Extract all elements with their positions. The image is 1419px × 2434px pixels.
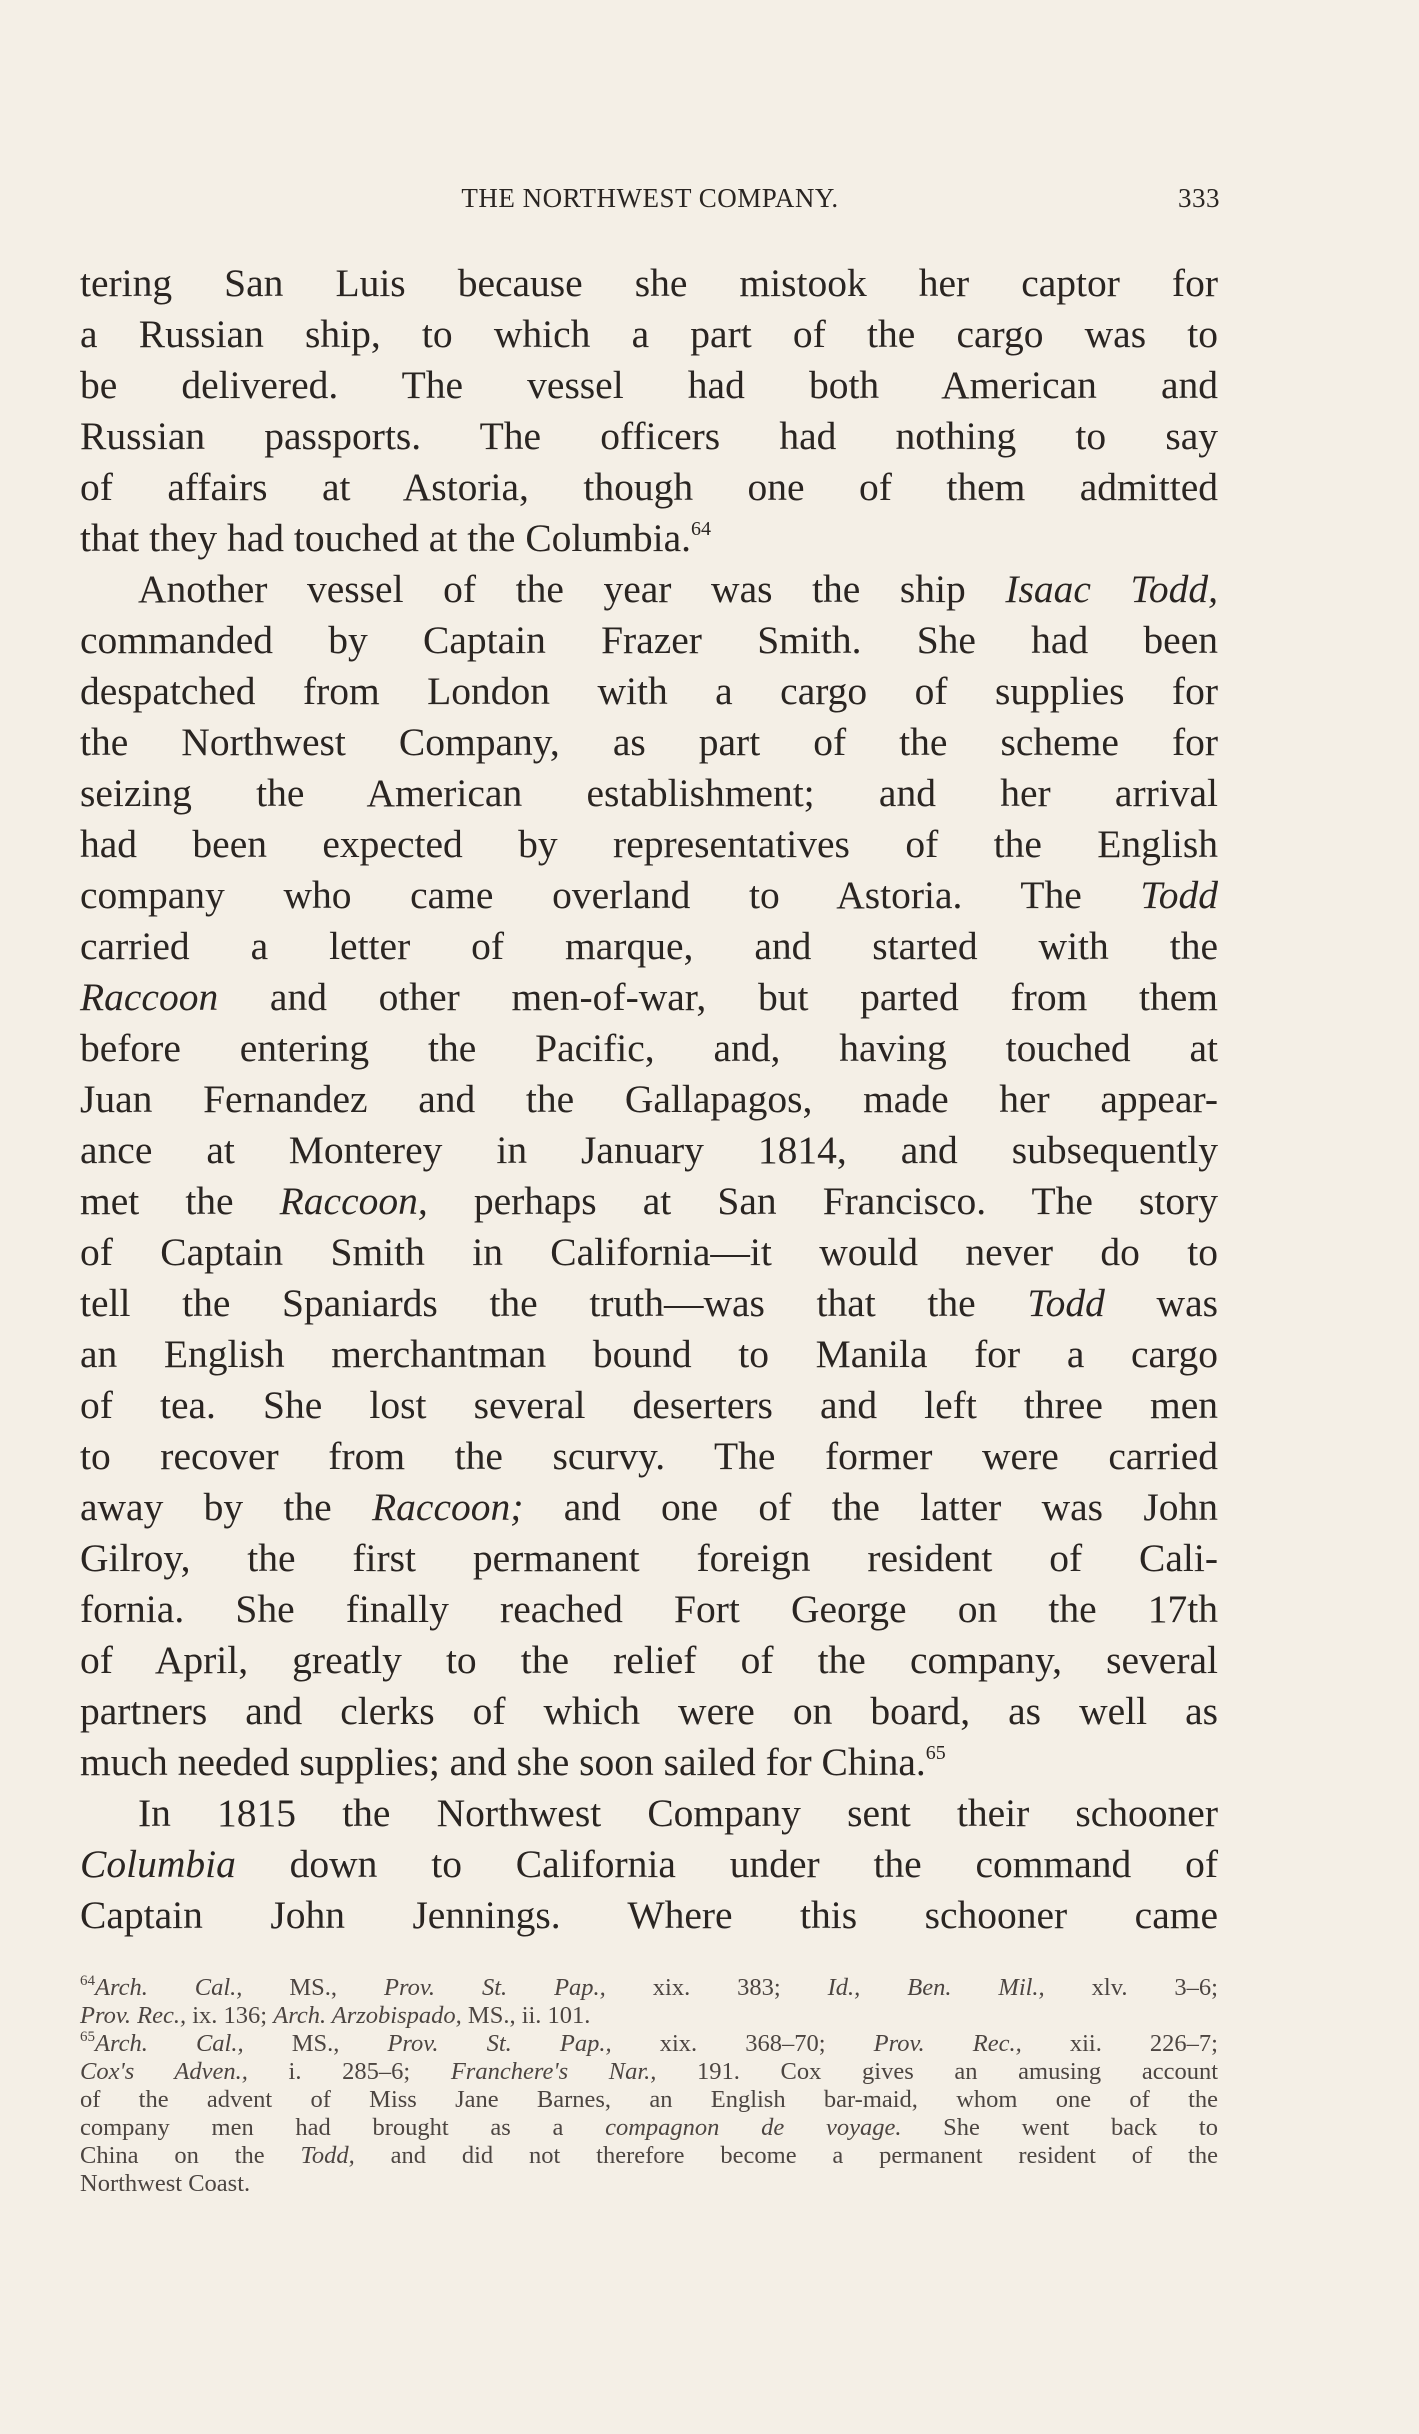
text-line: an English merchantman bound to Manila for a cargo <box>80 1332 1218 1376</box>
ship-name: Todd <box>1027 1281 1105 1325</box>
text-line: before entering the Pacific, and, having touched at <box>80 1026 1218 1070</box>
text-line: be delivered. The vessel had both American and <box>80 363 1218 407</box>
text-line: carried a letter of marque, and started with the <box>80 924 1218 968</box>
text-line: away by the Raccoon; and one of the latter was John <box>80 1485 1218 1529</box>
ship-name: Raccoon <box>80 975 219 1019</box>
text-line: to recover from the scurvy. The former were carried <box>80 1434 1218 1478</box>
footnote-marker: 65 <box>80 2029 95 2045</box>
text-line: partners and clerks of which were on board, as well as <box>80 1689 1218 1733</box>
running-head <box>80 183 1220 219</box>
footnote-ref-65: 65 <box>925 1742 946 1764</box>
text-line: company who came overland to Astoria. The Todd <box>80 873 1218 917</box>
text-line: despatched from London with a cargo of supplies for <box>80 669 1218 713</box>
ship-name: Todd <box>1140 873 1218 917</box>
text-line: In 1815 the Northwest Company sent their schooner <box>138 1791 1218 1835</box>
footnote-line: China on the Todd, and did not therefore become a permanent resident of the <box>80 2142 1218 2169</box>
text-line: tell the Spaniards the truth—was that the Todd was <box>80 1281 1218 1325</box>
footnote-ref-64: 64 <box>691 518 711 540</box>
text-line: Columbia down to California under the command of <box>80 1842 1218 1886</box>
ship-name: Raccoon; <box>372 1485 524 1529</box>
text-line: the Northwest Company, as part of the scheme for <box>80 720 1218 764</box>
page-number: 333 <box>1178 183 1220 213</box>
text-line: of April, greatly to the relief of the company, several <box>80 1638 1218 1682</box>
text-line: that they had touched at the Columbia.$^{64}$ <box>80 516 711 560</box>
text-line: ance at Monterey in January 1814, and subsequently <box>80 1128 1218 1172</box>
text-line: had been expected by representatives of the English <box>80 822 1218 866</box>
ship-name: Raccoon, <box>279 1179 428 1223</box>
text-line: much needed supplies; and she soon sailed for China.$^{65}$ <box>80 1740 946 1784</box>
text-line: seizing the American establishment; and her arrival <box>80 771 1218 815</box>
text-line: of tea. She lost several deserters and left three men <box>80 1383 1218 1427</box>
footnote-65: $^{65}$Arch. Cal., MS., Prov. St. Pap., xix. 368–70; Prov. Rec., xii. 226–7; <box>80 2029 1218 2057</box>
footnote-line: Prov. Rec., ix. 136; Arch. Arzobispado, MS., ii. 101. <box>80 2002 591 2029</box>
body-text <box>80 258 1218 1941</box>
text-line: met the Raccoon, perhaps at San Francisco. The story <box>80 1179 1218 1223</box>
text-line: Russian passports. The officers had nothing to say <box>80 414 1218 458</box>
text-line: Raccoon and other men-of-war, but parted from them <box>80 975 1218 1019</box>
footnote-64: $^{64}$Arch. Cal., MS., Prov. St. Pap., xix. 383; Id., Ben. Mil., xlv. 3–6; <box>80 1973 1218 2001</box>
footnote-marker: 64 <box>80 1973 95 1989</box>
text-line: Another vessel of the year was the ship Isaac Todd, <box>138 567 1218 611</box>
text-line: Captain John Jennings. Where this schooner came <box>80 1893 1218 1937</box>
text-line: Juan Fernandez and the Gallapagos, made her appear- <box>80 1077 1218 1121</box>
footnote-line: company men had brought as a compagnon de voyage. She went back to <box>80 2114 1218 2141</box>
text-line: tering San Luis because she mistook her captor for <box>80 261 1218 305</box>
text-line: of Captain Smith in California—it would never do to <box>80 1230 1218 1274</box>
text-line: commanded by Captain Frazer Smith. She had been <box>80 618 1218 662</box>
footnote-line: Cox's Adven., i. 285–6; Franchere's Nar., 191. Cox gives an amusing account <box>80 2058 1218 2085</box>
text-line: of affairs at Astoria, though one of them admitted <box>80 465 1218 509</box>
footnotes <box>80 1974 1218 2198</box>
footnote-line: Northwest Coast. <box>80 2170 251 2197</box>
text-line: Gilroy, the first permanent foreign resident of Cali- <box>80 1536 1218 1580</box>
text-line: fornia. She finally reached Fort George on the 17th <box>80 1587 1218 1631</box>
ship-name: Isaac Todd, <box>1005 567 1218 611</box>
running-title: THE NORTHWEST COMPANY. <box>461 183 839 213</box>
text-line: a Russian ship, to which a part of the cargo was to <box>80 312 1218 356</box>
ship-name: Columbia <box>80 1842 236 1886</box>
footnote-line: of the advent of Miss Jane Barnes, an English bar-maid, whom one of the <box>80 2086 1218 2113</box>
